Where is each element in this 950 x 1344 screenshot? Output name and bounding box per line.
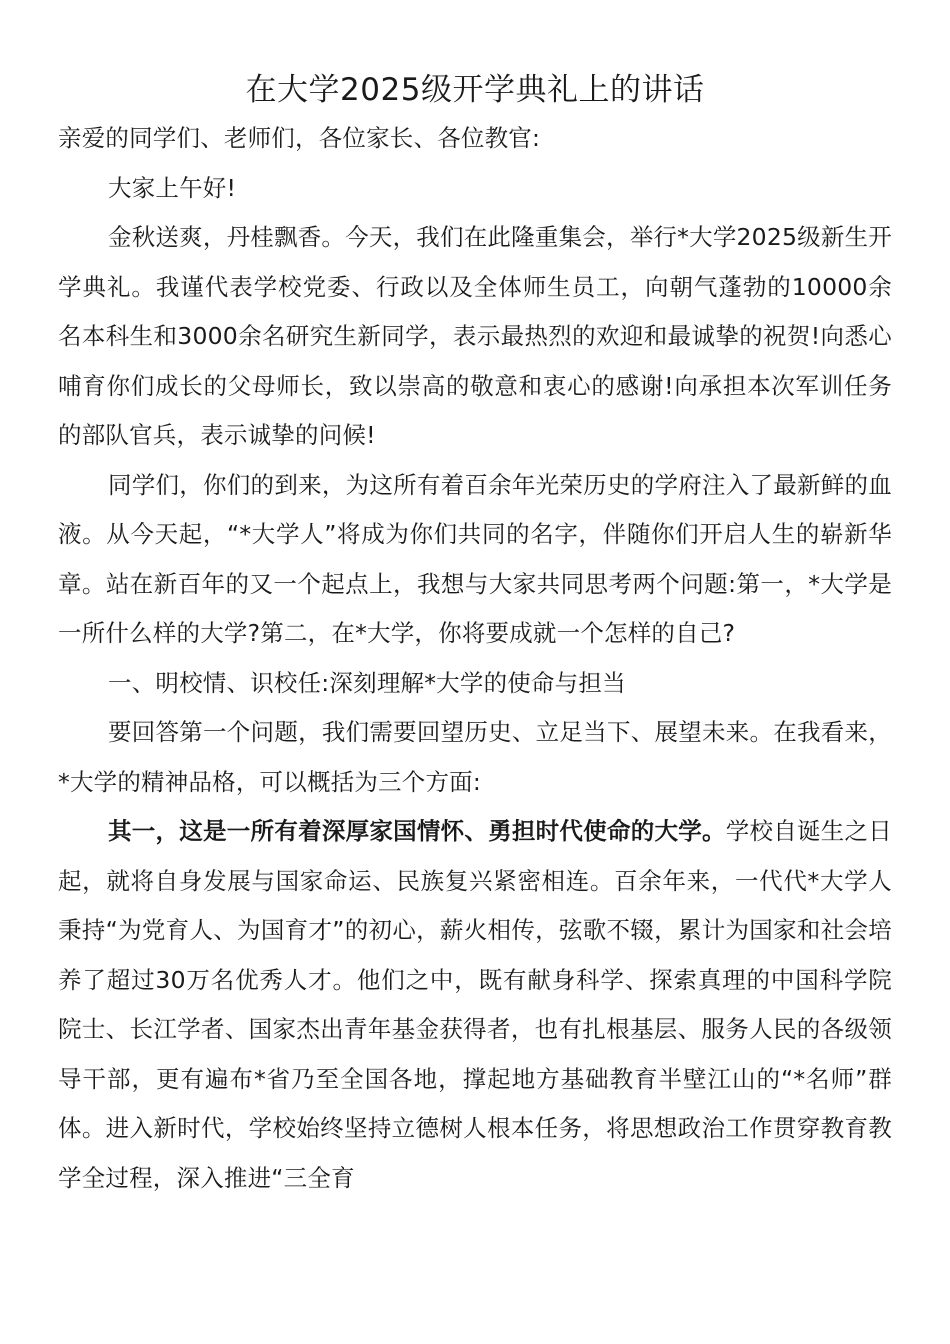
paragraph-point-one: [58, 807, 892, 1203]
salutation: 亲爱的同学们、老师们，各位家长、各位教官:: [58, 124, 541, 152]
section-heading-one: 一、明校情、识校任:深刻理解*大学的使命与担当: [108, 668, 626, 697]
point-one-text: 学校自诞生之日起，就将自身发展与国家命运、民族复兴紧密相连。百余年来，一代代*大学人秉持“为党育人、为国育才”的初心，薪火相传，弦歌不辍，累计为国家和社会培养了超过30万名优秀人才。他们之中，既有献身科学、探索真理的中国科学院院士、长江学者、国家杰出青年基金获得者，也有扎根基层、服务人民的各级领导干部，更有遍布*省乃至全国各地，撑起地方基础教育半壁江山的“*名师”群体。进入新时代，学校始终坚持立德树人根本任务，将思想政治工作贯穿教育教学全过程，深入推进“三全育: [58, 817, 893, 1192]
paragraph-intro: 要回答第一个问题，我们需要回望历史、立足当下、展望未来。在我看来，*大学的精神品格，可以概括为三个方面:: [58, 718, 892, 796]
paragraph-questions: 同学们，你们的到来，为这所有着百余年光荣历史的学府注入了最新鲜的血液。从今天起，“*大学人”将成为你们共同的名字，伴随你们开启人生的崭新华章。站在新百年的又一个起点上，我想与大家共同思考两个问题:第一，*大学是一所什么样的大学?第二，在*大学，你将要成就一个怎样的自己?: [58, 470, 892, 647]
greeting: 大家上午好!: [108, 173, 237, 202]
point-one-heading: 其一，这是一所有着深厚家国情怀、勇担时代使命的大学。: [108, 817, 726, 845]
paragraph-welcome: 金秋送爽，丹桂飘香。今天，我们在此隆重集会，举行*大学2025级新生开学典礼。我谨代表学校党委、行政以及全体师生员工，向朝气蓬勃的10000余名本科生和3000余名研究生新同学，表示最热烈的欢迎和最诚挚的祝贺!向悉心哺育你们成长的父母师长，致以崇高的敬意和衷心的感谢!向承担本次军训任务的部队官兵，表示诚挚的问候!: [58, 223, 892, 449]
document-title: 在大学2025级开学典礼上的讲话: [245, 72, 705, 108]
document-body: [58, 114, 892, 1203]
